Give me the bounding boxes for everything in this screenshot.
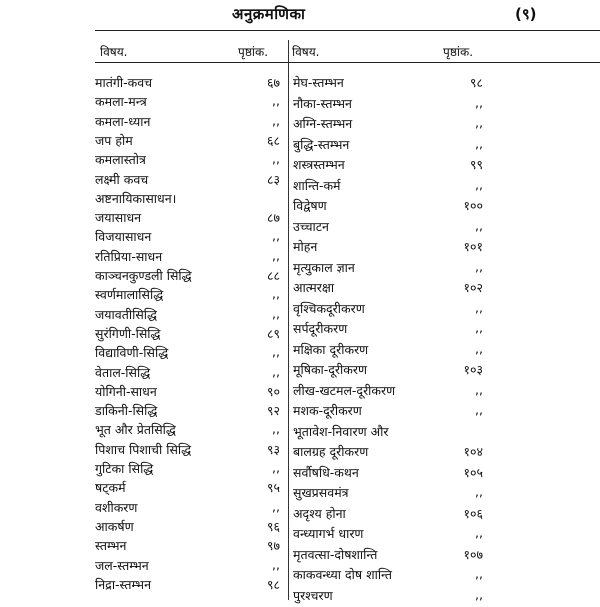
entry-subject: शस्त्रस्तम्भन [293, 157, 345, 172]
entry-subject: जयावतीसिद्धि [95, 306, 157, 322]
entry-page: ९८ [469, 75, 483, 90]
entry-subject: पिशाच पिशाची सिद्धि [95, 441, 192, 457]
entry-subject: विजयासाधन [95, 229, 152, 245]
index-row [293, 72, 600, 94]
entry-page: ,, [475, 586, 483, 602]
right-page-header: पृष्ठांक. [443, 45, 474, 59]
entry-page: ९२ [266, 403, 280, 419]
index-row [293, 421, 600, 443]
right-subject-header: विषय. [292, 45, 320, 59]
entry-page: १०२ [463, 280, 483, 295]
entry-page: ९८ [266, 576, 280, 592]
header-rule [95, 62, 600, 63]
entry-page: ,, [475, 484, 483, 499]
index-row [293, 236, 600, 258]
entry-page: ८३ [266, 171, 280, 187]
entry-subject: मशक-दूरीकरण [293, 403, 362, 418]
entry-subject: अष्टनायिकासाधन। [95, 190, 177, 206]
entry-subject: बुद्धि-स्तम्भन [293, 136, 350, 152]
page-number: (९) [515, 5, 537, 23]
entry-page: ,, [475, 94, 483, 110]
entry-page: ,, [272, 247, 280, 263]
index-row [293, 523, 600, 545]
entry-page: ,, [272, 286, 280, 302]
index-row [293, 216, 600, 238]
entry-page: ,, [272, 460, 280, 475]
page-title: अनुक्रमणिका [232, 5, 306, 23]
entry-page: १०४ [463, 444, 483, 459]
entry-subject: कमला-मन्त्र [95, 94, 147, 110]
index-row [293, 298, 600, 320]
index-row [293, 339, 600, 361]
entry-subject: विद्वेषण [293, 198, 327, 213]
entry-page: ,, [272, 93, 280, 109]
entry-page: ,, [475, 525, 483, 540]
entry-subject: काञ्चनकुण्डली सिद्धि [95, 268, 192, 283]
index-row [293, 113, 600, 135]
entry-page: ,, [475, 566, 483, 581]
entry-page: ,, [475, 299, 483, 315]
index-row [293, 585, 600, 607]
entry-subject: निद्रा-स्तम्भन [95, 576, 152, 592]
entry-subject: लक्ष्मी कवच [95, 171, 149, 187]
entry-page: १०५ [463, 464, 483, 480]
index-row [293, 93, 600, 115]
entry-subject: रतिप्रिया-साधन [95, 248, 163, 264]
entry-subject: षट्कर्म [95, 480, 126, 496]
entry-page: ,, [475, 115, 483, 130]
entry-page: ,, [272, 556, 280, 572]
entry-subject: नौका-स्तम्भन [293, 95, 352, 111]
entry-page: ९७ [266, 538, 280, 554]
entry-page: ,, [475, 381, 483, 397]
index-row [293, 400, 600, 422]
entry-page: ,, [272, 228, 280, 244]
entry-subject: वन्ध्यागर्भ धारण [293, 526, 364, 541]
entry-subject: गुटिका सिद्धि [95, 461, 154, 476]
index-row [293, 277, 600, 299]
entry-subject: मेघ-स्तम्भन [293, 75, 344, 90]
column-divider [288, 40, 289, 600]
entry-page: ६८ [266, 132, 280, 148]
entry-page: ९० [266, 383, 280, 399]
entry-subject: भूत और प्रेतसिद्धि [95, 422, 176, 438]
entry-page: ,, [475, 217, 483, 233]
entry-page: ,, [475, 340, 483, 356]
entry-subject: पुरश्चरण [293, 587, 333, 603]
entry-page: ६७ [266, 75, 280, 90]
entry-subject: स्तम्भन [95, 538, 127, 554]
index-row [293, 359, 600, 381]
entry-subject: जयासाधन [95, 210, 142, 226]
entry-subject: अदृश्य होना [293, 505, 346, 521]
index-row [293, 503, 600, 525]
entry-page: ,, [272, 305, 280, 321]
index-row [293, 175, 600, 197]
entry-subject: काकवन्ध्या दोष शान्ति [293, 567, 393, 582]
entry-page: ,, [475, 402, 483, 417]
entry-page: ९९ [469, 157, 483, 172]
entry-page: ,, [272, 363, 280, 379]
entry-subject: मक्षिका दूरीकरण [293, 341, 369, 357]
entry-subject: जल-स्तम्भन [95, 557, 149, 573]
entry-subject: अग्नि-स्तम्भन [293, 116, 353, 131]
left-page-header: पृष्ठांक. [238, 45, 269, 59]
entry-subject: शान्ति-कर्म [293, 177, 341, 193]
entry-subject: आकर्षण [95, 518, 134, 534]
entry-subject: डाकिनी-सिद्धि [95, 403, 158, 419]
index-row [293, 564, 600, 586]
entry-subject: लीख-खटमल-दूरीकरण [293, 382, 396, 398]
entry-subject: कमलास्तोत्र [95, 152, 146, 168]
entry-subject: योगिनी-साधन [95, 383, 157, 399]
index-row [293, 462, 600, 484]
entry-subject: स्वर्णमालासिद्धि [95, 287, 164, 303]
left-subject-header: विषय. [100, 45, 128, 59]
entry-subject: सर्पदूरीकरण [293, 321, 348, 336]
entry-page: १०६ [463, 505, 483, 521]
entry-page: १०० [463, 198, 483, 213]
entry-subject: वेताल-सिद्धि [95, 364, 151, 380]
index-row [293, 441, 600, 463]
entry-subject: मातंगी-कवच [95, 75, 153, 90]
entry-page: ९३ [266, 441, 280, 457]
entry-page: ,, [475, 320, 483, 335]
entry-page: ,, [272, 498, 280, 514]
entry-subject: मोहन [293, 239, 318, 254]
entry-subject: सुखप्रसवमंत्र [293, 485, 349, 500]
index-row [293, 544, 600, 566]
entry-page: ८९ [266, 325, 280, 341]
index-row [95, 574, 285, 596]
entry-page: ८८ [266, 268, 280, 283]
entry-page: ८७ [266, 210, 280, 226]
entry-subject: वृश्चिकदूरीकरण [293, 300, 365, 316]
index-row [293, 482, 600, 504]
entry-subject: मृतवत्सा-दोषशान्ति [293, 546, 378, 562]
index-row [293, 134, 600, 156]
entry-page: ,, [272, 421, 280, 437]
entry-page: ,, [475, 258, 483, 274]
entry-page: ,, [272, 151, 280, 167]
entry-subject: विद्याविणी-सिद्धि [95, 345, 169, 361]
entry-page: १०१ [463, 239, 483, 254]
entry-subject: सुरंगिणी-सिद्धि [95, 325, 161, 341]
top-rule [95, 30, 600, 31]
entry-page: १०३ [463, 362, 483, 377]
index-row [293, 257, 600, 279]
entry-page: ,, [475, 176, 483, 192]
entry-subject: जप होम [95, 132, 133, 148]
entry-page: ,, [272, 344, 280, 360]
index-row [293, 154, 600, 176]
index-row [293, 318, 600, 340]
entry-page: ९६ [266, 518, 280, 534]
index-row [293, 380, 600, 402]
entry-subject: उच्चाटन [293, 218, 329, 234]
entry-subject: मृत्युकाल ज्ञान [293, 259, 355, 275]
entry-subject: सर्वौषधि-कथन [293, 464, 359, 480]
entry-subject: कमला-ध्यान [95, 113, 151, 129]
entry-page: ,, [475, 135, 483, 151]
entry-subject: आत्मरक्षा [293, 280, 335, 295]
entry-subject: बालग्रह दूरीकरण [293, 444, 369, 459]
entry-page: ९५ [266, 480, 280, 496]
entry-page: १०७ [463, 546, 483, 562]
entry-subject: वशीकरण [95, 499, 138, 515]
index-row [293, 195, 600, 217]
entry-page: ,, [272, 112, 280, 128]
entry-subject: भूतावेश-निवारण और [293, 423, 389, 439]
entry-subject: मूषिका-दूरीकरण [293, 362, 368, 377]
